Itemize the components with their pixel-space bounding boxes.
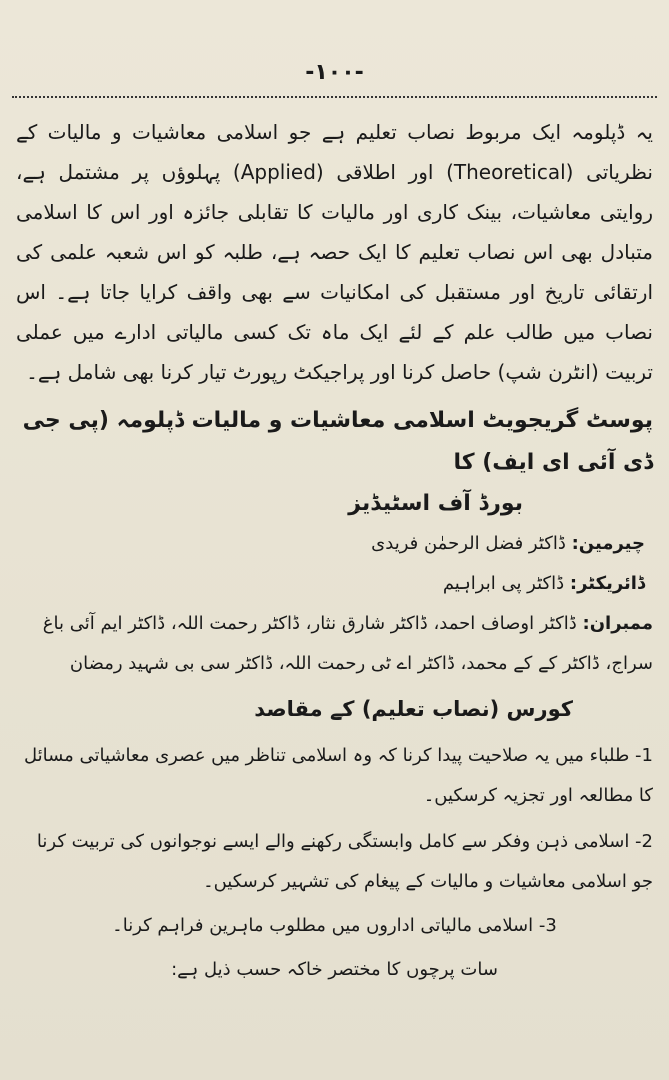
objective-item: 2- اسلامی ذہن وفکر سے کامل وابستگی رکھنے والے ایسے نوجوانوں کی تربیت کرنا جو اسلامی معاشیات و مالیات کے پیغام کی تشہیر کرسکیں۔ [36, 831, 653, 892]
chairman-label: چیرمین: [571, 533, 645, 554]
members-names: ڈاکٹر اوصاف احمد، ڈاکٹر شارق نثار، ڈاکٹر رحمت اللہ، ڈاکٹر ایم آئی باغ سراج، ڈاکٹر کے کے محمد، ڈاکٹر اے ٹی رحمت اللہ، ڈاکٹر سی بی شہید رمضان [42, 613, 653, 674]
intro-paragraph: یہ ڈپلومہ ایک مربوط نصاب تعلیم ہے جو اسلامی معاشیات و مالیات کے نظریاتی (Theoretical) اور اطلاقی (Applied) پہلوؤں پر مشتمل ہے، روایتی معاشیات، بینک کاری اور مالیات کا تقابلی جائزہ اور اس کا اسلامی متبادل بھی اس نصاب تعلیم کا ایک حصہ ہے، طلبہ کو اس شعبہ علمی کی ارتقائی تاریخ اور مستقبل کی امکانیات سے بھی واقف کرایا جاتا ہے۔ اس نصاب میں طالب علم کے لئے ایک ماہ تک کسی مالیاتی ادارے میں عملی تربیت (انٹرن شپ) حاصل کرنا اور پراجیکٹ رپورٹ تیار کرنا بھی شامل ہے۔ [16, 120, 653, 384]
page-body [16, 112, 653, 990]
director-name: ڈاکٹر پی ابراہیم [442, 573, 565, 594]
papers-intro: سات پرچوں کا مختصر خاکہ حسب ذیل ہے: [171, 959, 498, 980]
director-row [16, 564, 645, 604]
objective-item: 1- طلباء میں یہ صلاحیت پیدا کرنا کہ وہ اسلامی تناظر میں عصری معاشیاتی مسائل کا مطالعہ اور تجزیہ کرسکیں۔ [24, 745, 653, 806]
page-number: -۱۰۰- [305, 60, 364, 85]
board-subheading: بورڈ آف اسٹیڈیز [348, 491, 523, 516]
director-label: ڈائریکٹر: [569, 573, 645, 594]
chairman-row [16, 524, 645, 564]
members-row [16, 604, 653, 684]
chairman-name: ڈاکٹر فضل الرحمٰن فریدی [371, 533, 566, 554]
members-label: ممبران: [582, 613, 653, 634]
header-divider [12, 96, 657, 98]
course-objectives-heading: کورس (نصاب تعلیم) کے مقاصد [254, 697, 573, 721]
board-heading: پوسٹ گریجویٹ اسلامی معاشیات و مالیات ڈپلومہ (پی جی ڈی آئی ای ایف) کا [22, 408, 653, 475]
objective-item: 3- اسلامی مالیاتی اداروں میں مطلوب ماہرین فراہم کرنا۔ [112, 915, 557, 936]
